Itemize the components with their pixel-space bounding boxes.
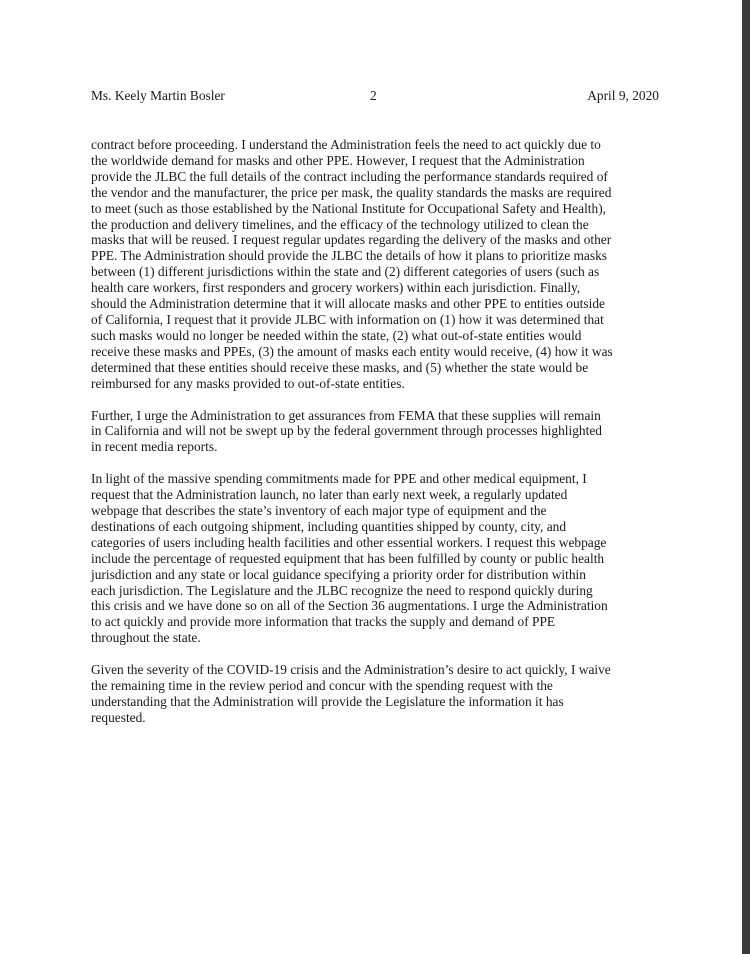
paragraph-waive-review: Given the severity of the COVID-19 crisis and the Administration’s desire to act quickly, I waive the remaining time in the review period and concur with the spending request with the understanding that the Administration will provide the Legislature the information it has requested.	[91, 662, 611, 725]
page-header	[91, 87, 659, 105]
paragraph-fema-assurances: Further, I urge the Administration to get assurances from FEMA that these supplies will remain in California and will not be swept up by the federal government through processes highlighted in recent media reports.	[91, 407, 602, 455]
header-page-number: 2	[370, 88, 377, 103]
paragraph-inventory-webpage: In light of the massive spending commitments made for PPE and other medical equipment, I request that the Administration launch, no later than early next week, a regularly updated webpage that describes the state’s inventory of each major type of equipment and the destinations of each outgoing shipment, including quantities shipped by county, city, and categories of users including health facilities and other essential workers. I request this webpage include the percentage of requested equipment that has been fulfilled by county or public health jurisdiction and any state or local guidance specifying a priority order for distribution within each jurisdiction. The Legislature and the JLBC recognize the need to respond quickly during this crisis and we have done so on all of the Section 36 augmentations. I urge the Administration to act quickly and provide more information that tracks the supply and demand of PPE throughout the state.	[91, 471, 608, 646]
letter-body	[91, 137, 671, 742]
paragraph-contract-details: contract before proceeding. I understand the Administration feels the need to act quickly due to the worldwide demand for masks and other PPE. However, I request that the Administration provide the JLBC the full details of the contract including the performance standards required of the vendor and the manufacturer, the price per mask, the quality standards the masks are required to meet (such as those established by the National Institute for Occupational Safety and Health), the production and delivery timelines, and the efficacy of the technology utilized to clean the masks that will be reused. I request regular updates regarding the delivery of the masks and other PPE. The Administration should provide the JLBC the details of how it plans to prioritize masks between (1) different jurisdictions within the state and (2) different categories of users (such as health care workers, first responders and grocery workers) within each jurisdiction. Finally, should the Administration determine that it will allocate masks and other PPE to entities outside of California, I request that it provide JLBC with information on (1) how it was determined that such masks would no longer be needed within the state, (2) what out-of-state entities would receive these masks and PPEs, (3) the amount of masks each entity would receive, (4) how it was determined that these entities should receive these masks, and (5) whether the state would be reimbursed for any masks provided to out-of-state entities.	[91, 137, 613, 391]
header-recipient: Ms. Keely Martin Bosler	[91, 88, 225, 103]
window-edge	[742, 0, 750, 954]
header-date: April 9, 2020	[587, 88, 659, 103]
